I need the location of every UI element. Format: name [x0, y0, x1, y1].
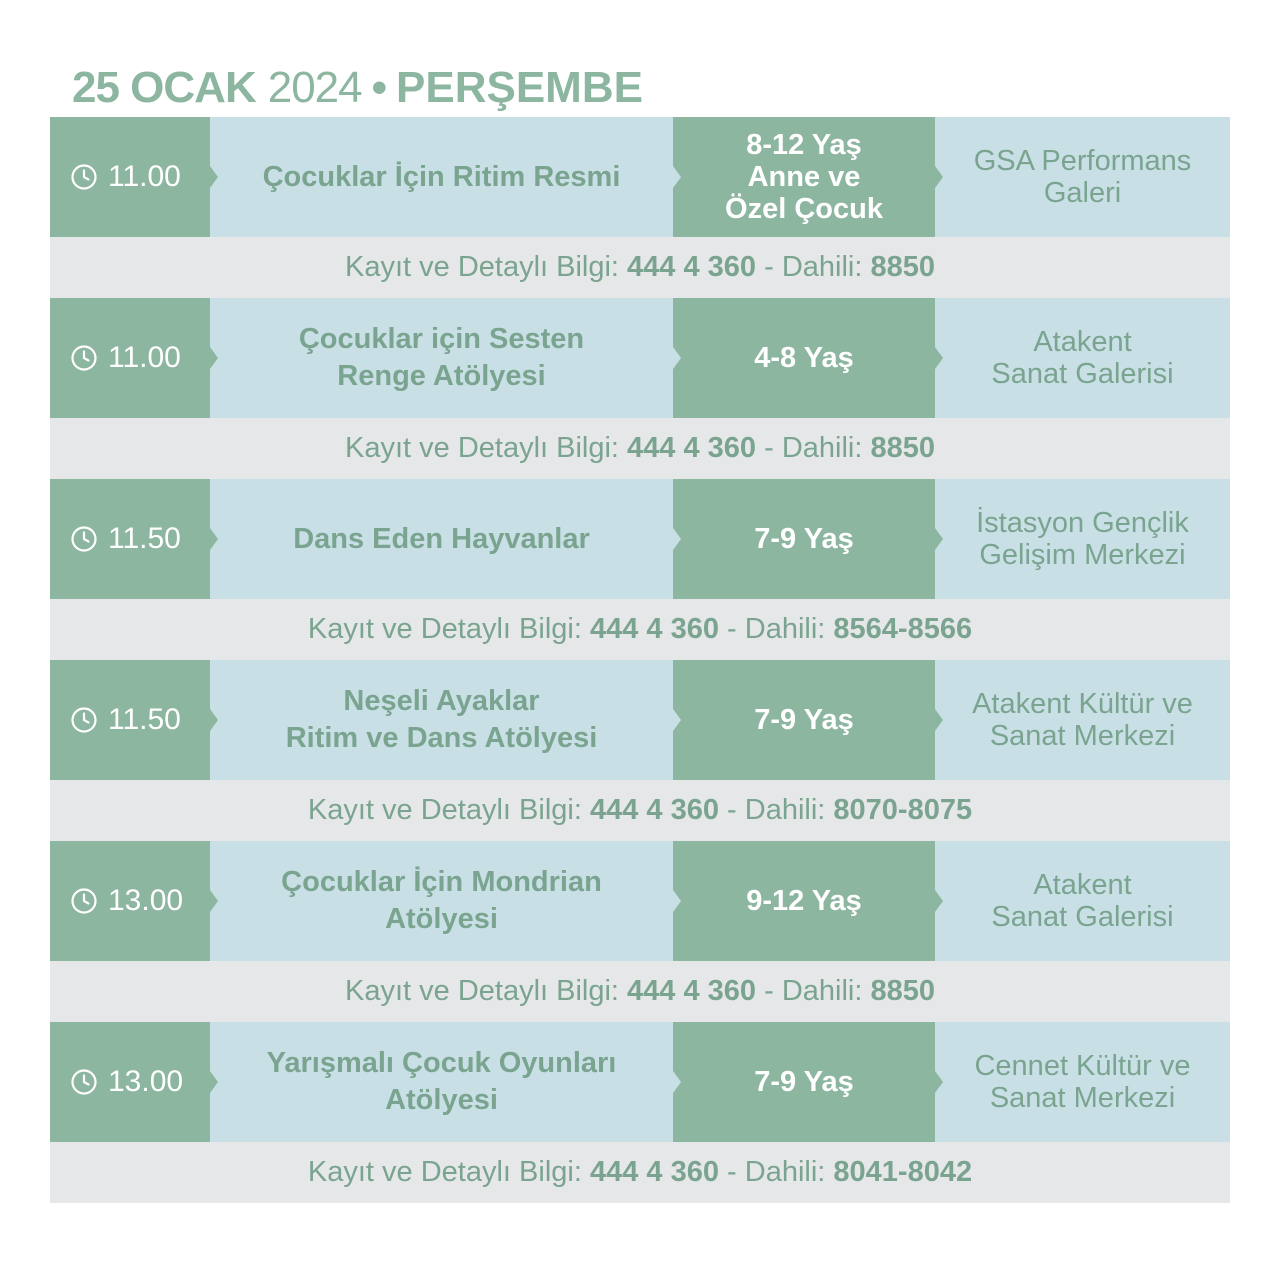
chevron-right-icon: [210, 890, 218, 912]
registration-ext-label: Dahili:: [744, 794, 834, 826]
event-age-cell: [673, 841, 935, 961]
event-time: 11.00: [108, 341, 181, 374]
event-venue: GSA Performans Galeri: [973, 145, 1192, 209]
registration-label: Kayıt ve Detaylı Bilgi:: [307, 613, 590, 645]
registration-info: [50, 780, 1230, 841]
event-venue: Atakent Sanat Galerisi: [991, 869, 1174, 933]
chevron-right-icon: [210, 166, 218, 188]
event-venue-cell: [935, 298, 1230, 418]
registration-extension: 8041-8042: [833, 1156, 973, 1188]
clock-icon: [70, 887, 98, 915]
registration-info: [50, 418, 1230, 479]
event-row: [50, 298, 1230, 418]
registration-dash: -: [718, 613, 745, 645]
chevron-right-icon: [673, 890, 681, 912]
registration-ext-label: Dahili:: [744, 1156, 834, 1188]
event-age-cell: [673, 660, 935, 780]
chevron-right-icon: [935, 709, 943, 731]
chevron-right-icon: [673, 709, 681, 731]
title-weekday: PERŞEMBE: [396, 63, 643, 112]
registration-extension: 8850: [870, 251, 936, 283]
chevron-right-icon: [673, 347, 681, 369]
event-venue: İstasyon Gençlik Gelişim Merkezi: [976, 507, 1189, 571]
event-title-cell: [210, 1022, 673, 1142]
clock-icon: [70, 525, 98, 553]
event-title: Yarışmalı Çocuk Oyunları Atölyesi: [266, 1047, 617, 1116]
registration-ext-label: Dahili:: [781, 251, 871, 283]
registration-phone: 444 4 360: [627, 251, 757, 283]
registration-info: [50, 237, 1230, 298]
event-time: 11.50: [108, 522, 181, 555]
registration-dash: -: [756, 975, 782, 1007]
chevron-right-icon: [935, 347, 943, 369]
event-venue: Atakent Kültür ve Sanat Merkezi: [972, 688, 1193, 752]
event-title-cell: [210, 117, 673, 237]
event-title: Çocuklar İçin Ritim Resmi: [262, 160, 621, 193]
event-title-cell: [210, 298, 673, 418]
registration-ext-label: Dahili:: [744, 613, 834, 645]
registration-extension: 8850: [870, 432, 936, 464]
event-venue-cell: [935, 117, 1230, 237]
event-age-group: 7-9 Yaş: [754, 1066, 854, 1098]
event-age-group: 9-12 Yaş: [746, 885, 862, 917]
event-venue-cell: [935, 660, 1230, 780]
registration-ext-label: Dahili:: [781, 432, 871, 464]
chevron-right-icon: [210, 528, 218, 550]
event-row: [50, 479, 1230, 599]
event-venue-cell: [935, 479, 1230, 599]
registration-dash: -: [756, 432, 782, 464]
event-age-group: 7-9 Yaş: [754, 704, 854, 736]
event-time-cell: [50, 841, 210, 961]
event-title-cell: [210, 841, 673, 961]
event-venue: Cennet Kültür ve Sanat Merkezi: [974, 1050, 1191, 1114]
registration-phone: 444 4 360: [589, 613, 719, 645]
chevron-right-icon: [673, 1071, 681, 1093]
event-venue: Atakent Sanat Galerisi: [991, 326, 1174, 390]
event-time-cell: [50, 660, 210, 780]
title-year: 2024: [267, 63, 362, 112]
clock-icon: [70, 1068, 98, 1096]
event-row: [50, 1022, 1230, 1142]
event-age-cell: [673, 479, 935, 599]
event-time-cell: [50, 298, 210, 418]
event-venue-cell: [935, 1022, 1230, 1142]
event-title-cell: [210, 660, 673, 780]
chevron-right-icon: [210, 709, 218, 731]
title-separator: •: [371, 63, 387, 112]
registration-phone: 444 4 360: [627, 975, 757, 1007]
clock-icon: [70, 344, 98, 372]
chevron-right-icon: [210, 1071, 218, 1093]
event-title: Çocuklar için Sesten Renge Atölyesi: [298, 323, 585, 392]
event-age-group: 8-12 Yaş Anne ve Özel Çocuk: [725, 129, 883, 225]
registration-extension: 8850: [870, 975, 936, 1007]
event-title: Dans Eden Hayvanlar: [293, 522, 590, 555]
event-time: 11.50: [108, 703, 181, 736]
chevron-right-icon: [935, 528, 943, 550]
clock-icon: [70, 706, 98, 734]
registration-label: Kayıt ve Detaylı Bilgi:: [344, 251, 628, 283]
registration-label: Kayıt ve Detaylı Bilgi:: [344, 975, 628, 1007]
event-age-group: 7-9 Yaş: [754, 523, 854, 555]
registration-label: Kayıt ve Detaylı Bilgi:: [344, 432, 628, 464]
event-row: [50, 841, 1230, 961]
registration-phone: 444 4 360: [627, 432, 757, 464]
registration-ext-label: Dahili:: [781, 975, 871, 1007]
event-venue-cell: [935, 841, 1230, 961]
event-row: [50, 660, 1230, 780]
event-title-cell: [210, 479, 673, 599]
clock-icon: [70, 163, 98, 191]
registration-label: Kayıt ve Detaylı Bilgi:: [307, 794, 590, 826]
registration-extension: 8070-8075: [833, 794, 973, 826]
title-date: 25 OCAK: [72, 63, 256, 112]
registration-extension: 8564-8566: [833, 613, 973, 645]
chevron-right-icon: [210, 347, 218, 369]
registration-info: [50, 1142, 1230, 1203]
event-age-cell: [673, 298, 935, 418]
event-age-cell: [673, 117, 935, 237]
chevron-right-icon: [673, 528, 681, 550]
chevron-right-icon: [935, 166, 943, 188]
chevron-right-icon: [935, 1071, 943, 1093]
chevron-right-icon: [935, 890, 943, 912]
registration-label: Kayıt ve Detaylı Bilgi:: [307, 1156, 590, 1188]
registration-dash: -: [756, 251, 782, 283]
registration-phone: 444 4 360: [589, 1156, 719, 1188]
event-time-cell: [50, 117, 210, 237]
chevron-right-icon: [673, 166, 681, 188]
event-time: 13.00: [108, 884, 184, 917]
event-time: 11.00: [108, 160, 181, 193]
registration-dash: -: [718, 794, 745, 826]
registration-info: [50, 599, 1230, 660]
event-time: 13.00: [108, 1065, 184, 1098]
event-time-cell: [50, 479, 210, 599]
event-title: Çocuklar İçin Mondrian Atölyesi: [281, 866, 602, 935]
event-schedule: [50, 117, 1230, 1203]
event-row: [50, 117, 1230, 237]
registration-dash: -: [718, 1156, 745, 1188]
event-age-group: 4-8 Yaş: [754, 342, 854, 374]
event-time-cell: [50, 1022, 210, 1142]
registration-info: [50, 961, 1230, 1022]
event-age-cell: [673, 1022, 935, 1142]
event-title: Neşeli Ayaklar Ritim ve Dans Atölyesi: [285, 685, 598, 754]
page-title: [72, 60, 643, 116]
registration-phone: 444 4 360: [589, 794, 719, 826]
